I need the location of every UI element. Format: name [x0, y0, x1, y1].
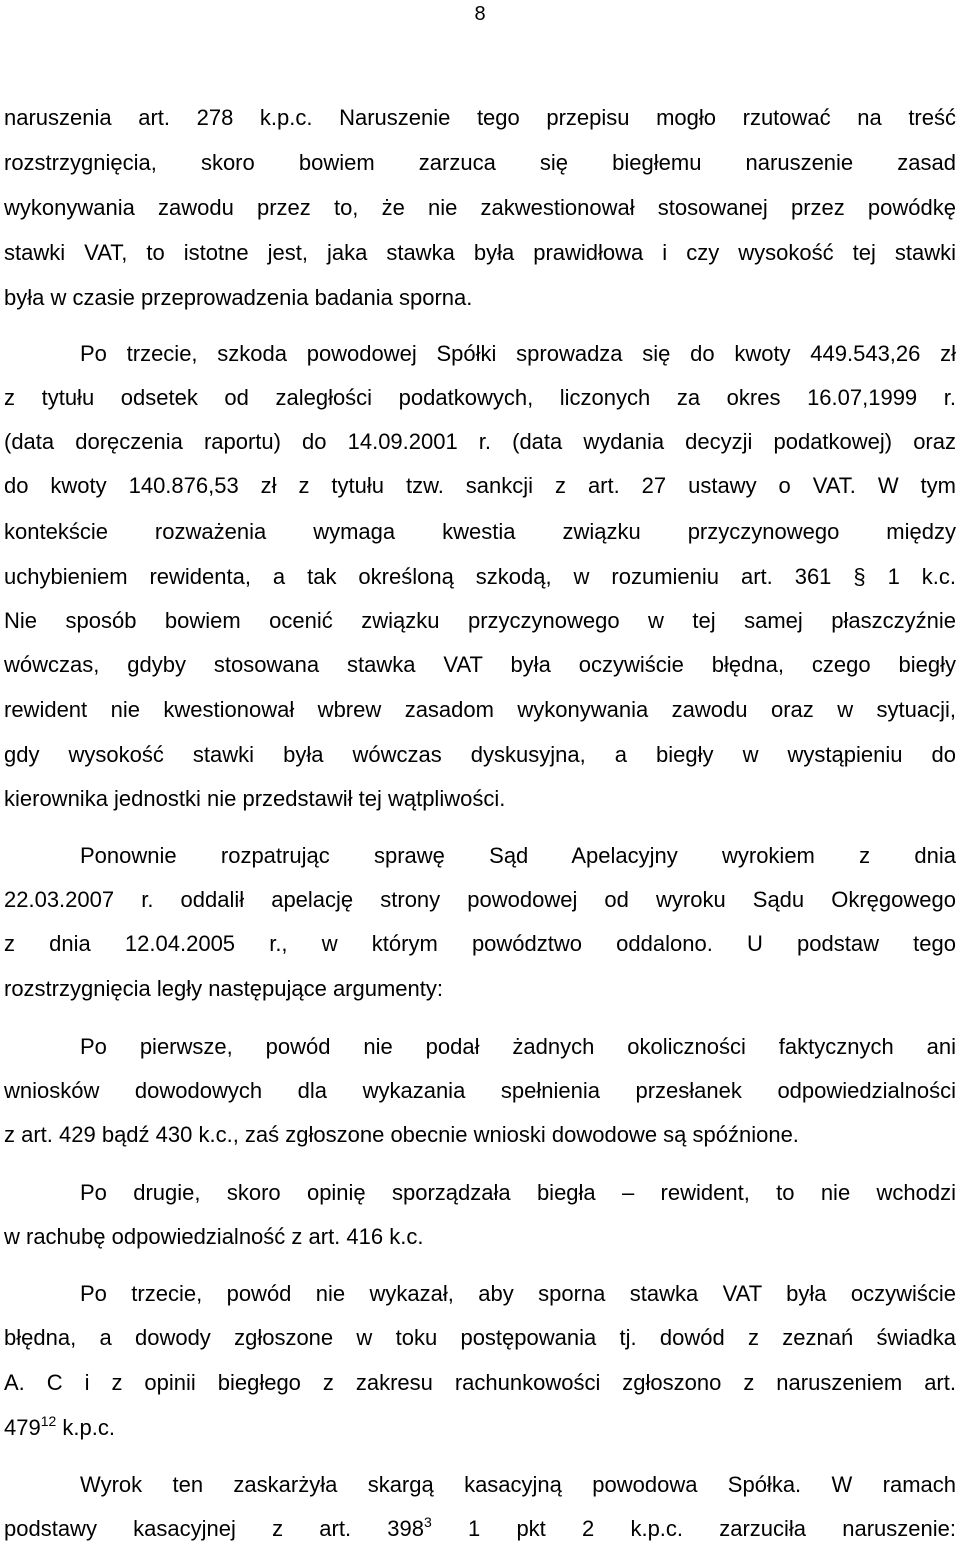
text-line: stawki VAT, to istotne jest, jaka stawka była prawidłowa i czy wysokość tej stawki: [4, 240, 956, 265]
text-line: 22.03.2007 r. oddalił apelację strony powodowej od wyroku Sądu Okręgowego: [4, 887, 956, 912]
superscript: 3: [424, 1514, 432, 1530]
text-line: wówczas, gdyby stosowana stawka VAT była oczywiście błędna, czego biegły: [4, 652, 956, 677]
text-line: błędna, a dowody zgłoszone w toku postępowania tj. dowód z zeznań świadka: [4, 1325, 956, 1350]
text-line: rozstrzygnięcia, skoro bowiem zarzuca się biegłemu naruszenie zasad: [4, 150, 956, 175]
text-line: Nie sposób bowiem ocenić związku przyczynowego w tej samej płaszczyźnie: [4, 608, 956, 633]
text-line: [4, 1414, 956, 1442]
text-line: była w czasie przeprowadzenia badania sporna.: [4, 285, 473, 310]
text-line: gdy wysokość stawki była wówczas dyskusyjna, a biegły w wystąpieniu do: [4, 742, 956, 767]
text-line: w rachubę odpowiedzialność z art. 416 k.c.: [4, 1224, 424, 1249]
text-run: 1 pkt 2 k.p.c. zarzuciła naruszenie:: [431, 1516, 956, 1541]
text-run: k.p.c.: [56, 1415, 115, 1440]
text-line: z dnia 12.04.2005 r., w którym powództwo oddalono. U podstaw tego: [4, 931, 956, 956]
superscript: 12: [40, 1413, 57, 1429]
text-line: z art. 429 bądź 430 k.c., zaś zgłoszone obecnie wnioski dowodowe są spóźnione.: [4, 1122, 799, 1147]
text-line: z tytułu odsetek od zaległości podatkowych, liczonych za okres 16.07,1999 r.: [4, 385, 956, 410]
text-run: podstawy kasacyjnej z art. 398: [4, 1516, 424, 1541]
text-line: Ponownie rozpatrując sprawę Sąd Apelacyjny wyrokiem z dnia: [80, 843, 956, 868]
text-line: wniosków dowodowych dla wykazania spełnienia przesłanek odpowiedzialności: [4, 1078, 956, 1103]
text-line: Po drugie, skoro opinię sporządzała biegła – rewident, to nie wchodzi: [80, 1180, 956, 1205]
text-line: [4, 1515, 956, 1543]
text-line: kierownika jednostki nie przedstawił tej wątpliwości.: [4, 786, 506, 811]
text-line: naruszenia art. 278 k.p.c. Naruszenie tego przepisu mogło rzutować na treść: [4, 105, 956, 130]
text-line: Po pierwsze, powód nie podał żadnych okoliczności faktycznych ani: [80, 1034, 956, 1059]
text-line: rewident nie kwestionował wbrew zasadom wykonywania zawodu oraz w sytuacji,: [4, 697, 956, 722]
text-line: Po trzecie, powód nie wykazał, aby sporna stawka VAT była oczywiście: [80, 1281, 956, 1306]
text-line: uchybieniem rewidenta, a tak określoną szkodą, w rozumieniu art. 361 § 1 k.c.: [4, 564, 956, 589]
text-line: rozstrzygnięcia legły następujące argumenty:: [4, 976, 444, 1001]
text-run: 479: [4, 1415, 41, 1440]
text-line: Po trzecie, szkoda powodowej Spółki sprowadza się do kwoty 449.543,26 zł: [80, 341, 956, 366]
text-line: Wyrok ten zaskarżyła skargą kasacyjną powodowa Spółka. W ramach: [80, 1472, 956, 1497]
text-line: do kwoty 140.876,53 zł z tytułu tzw. sankcji z art. 27 ustawy o VAT. W tym: [4, 473, 956, 498]
text-line: (data doręczenia raportu) do 14.09.2001 r. (data wydania decyzji podatkowej) oraz: [4, 429, 956, 454]
page-number: 8: [474, 3, 486, 25]
text-line: A. C i z opinii biegłego z zakresu rachunkowości zgłoszono z naruszeniem art.: [4, 1370, 956, 1395]
text-line: wykonywania zawodu przez to, że nie zakwestionował stosowanej przez powódkę: [4, 195, 956, 220]
text-line: kontekście rozważenia wymaga kwestia związku przyczynowego między: [4, 519, 956, 544]
